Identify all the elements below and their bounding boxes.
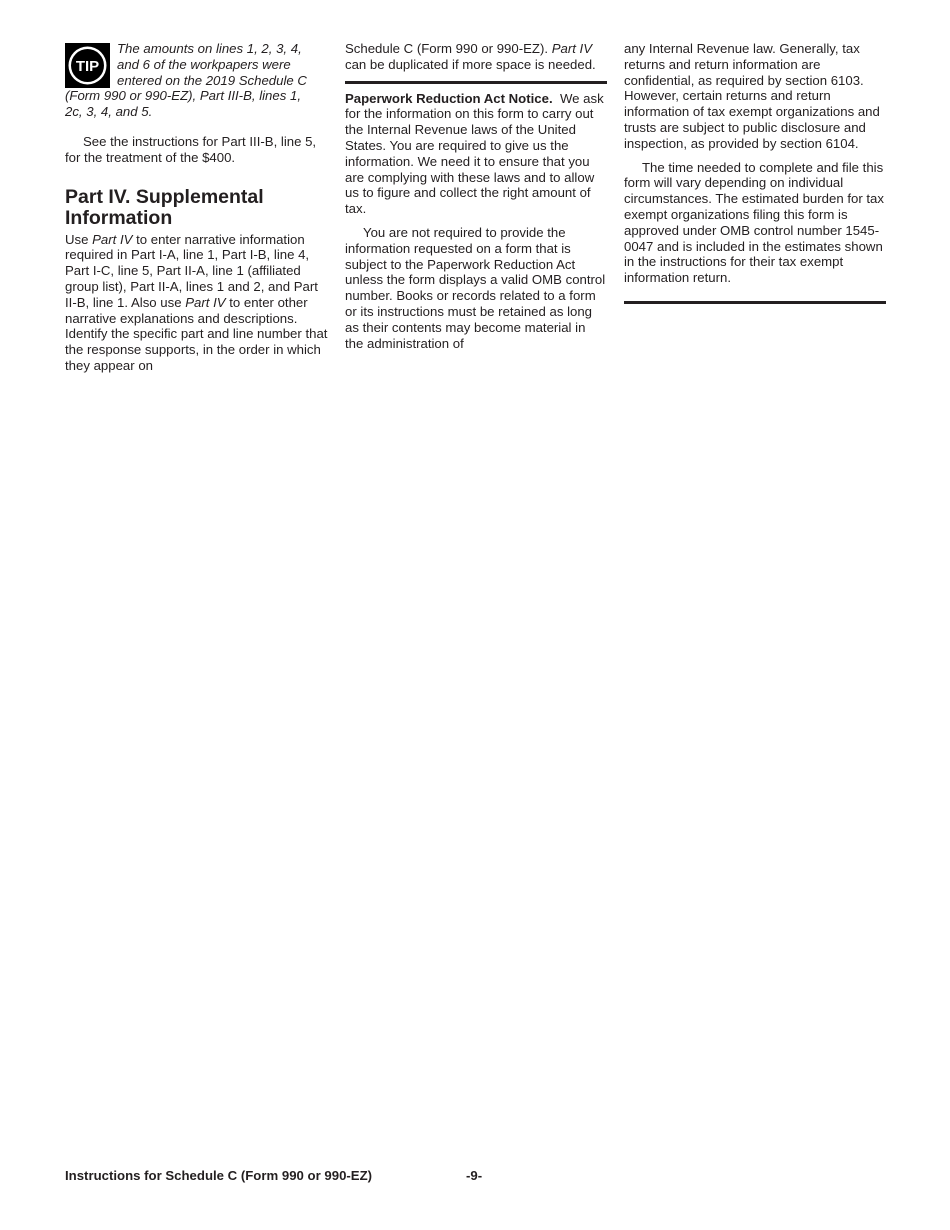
- tip-text: The amounts on lines 1, 2, 3, 4, and 6 of the workpapers were entered on the 2019 Schedule C (Form 990 or 990-EZ), Part III-B, lines 1, 2c, 3, 4, and 5.: [65, 41, 307, 120]
- section-divider: [345, 81, 607, 84]
- tip-icon: [65, 43, 110, 88]
- see-instructions-paragraph: See the instructions for Part III-B, line 5, for the treatment of the $400.: [65, 133, 317, 165]
- column-2: [345, 41, 607, 351]
- tip-box: [65, 41, 329, 120]
- part-iv-paragraph-continued: Schedule C (Form 990 or 990-EZ). Part IV can be duplicated if more space is needed.: [345, 41, 596, 72]
- part-iv-heading: Part IV. Supplemental Information: [65, 185, 264, 229]
- part-iv-paragraph: Use Part IV to enter narrative information required in Part I-A, line 1, Part I-B, line 4, Part I-C, line 5, Part II-A, line 1 (affiliated group list), Part II-A, lines 1 and 2, and Part II-B, line 1. Also use Part IV to enter other narrative explanations and descriptions. Identify the specific part and line number that the response supports, in the order in which they appear on: [65, 231, 328, 373]
- footer-title: Instructions for Schedule C (Form 990 or 990-EZ): [65, 1168, 373, 1183]
- paperwork-title: Paperwork Reduction Act Notice.: [345, 90, 553, 106]
- tip-icon-label: TIP: [75, 58, 100, 75]
- end-divider: [624, 301, 886, 304]
- paperwork-paragraph-1: Paperwork Reduction Act Notice. We ask for the information on this form to carry out the Internal Revenue laws of the United States. You are required to give us the information. We need it to ensure that you are complying with these laws and to allow us to figure and collect the right amount of tax.: [345, 90, 604, 217]
- column-1: [65, 41, 329, 374]
- paperwork-paragraph-2: You are not required to provide the information requested on a form that is subject to the Paperwork Reduction Act unless the form displays a valid OMB control number. Books or records related to a form or its instructions must be retained as long as their contents may become material in the administration of: [345, 224, 606, 351]
- paperwork-paragraph-2-continued: any Internal Revenue law. Generally, tax returns and return information are confidential, as required by section 6103. However, certain returns and return information of tax exempt organizations and trusts are subject to public disclosure and inspection, as provided by section 6104.: [624, 41, 880, 151]
- column-3: [624, 41, 886, 304]
- paperwork-paragraph-3: The time needed to complete and file this form will vary depending on individual circumstances. The estimated burden for tax exempt organizations filing this form is approved under OMB control number 1545-0047 and is included in the estimates shown in the instructions for their tax exempt information return.: [624, 159, 884, 286]
- page-number: -9-: [466, 1168, 483, 1183]
